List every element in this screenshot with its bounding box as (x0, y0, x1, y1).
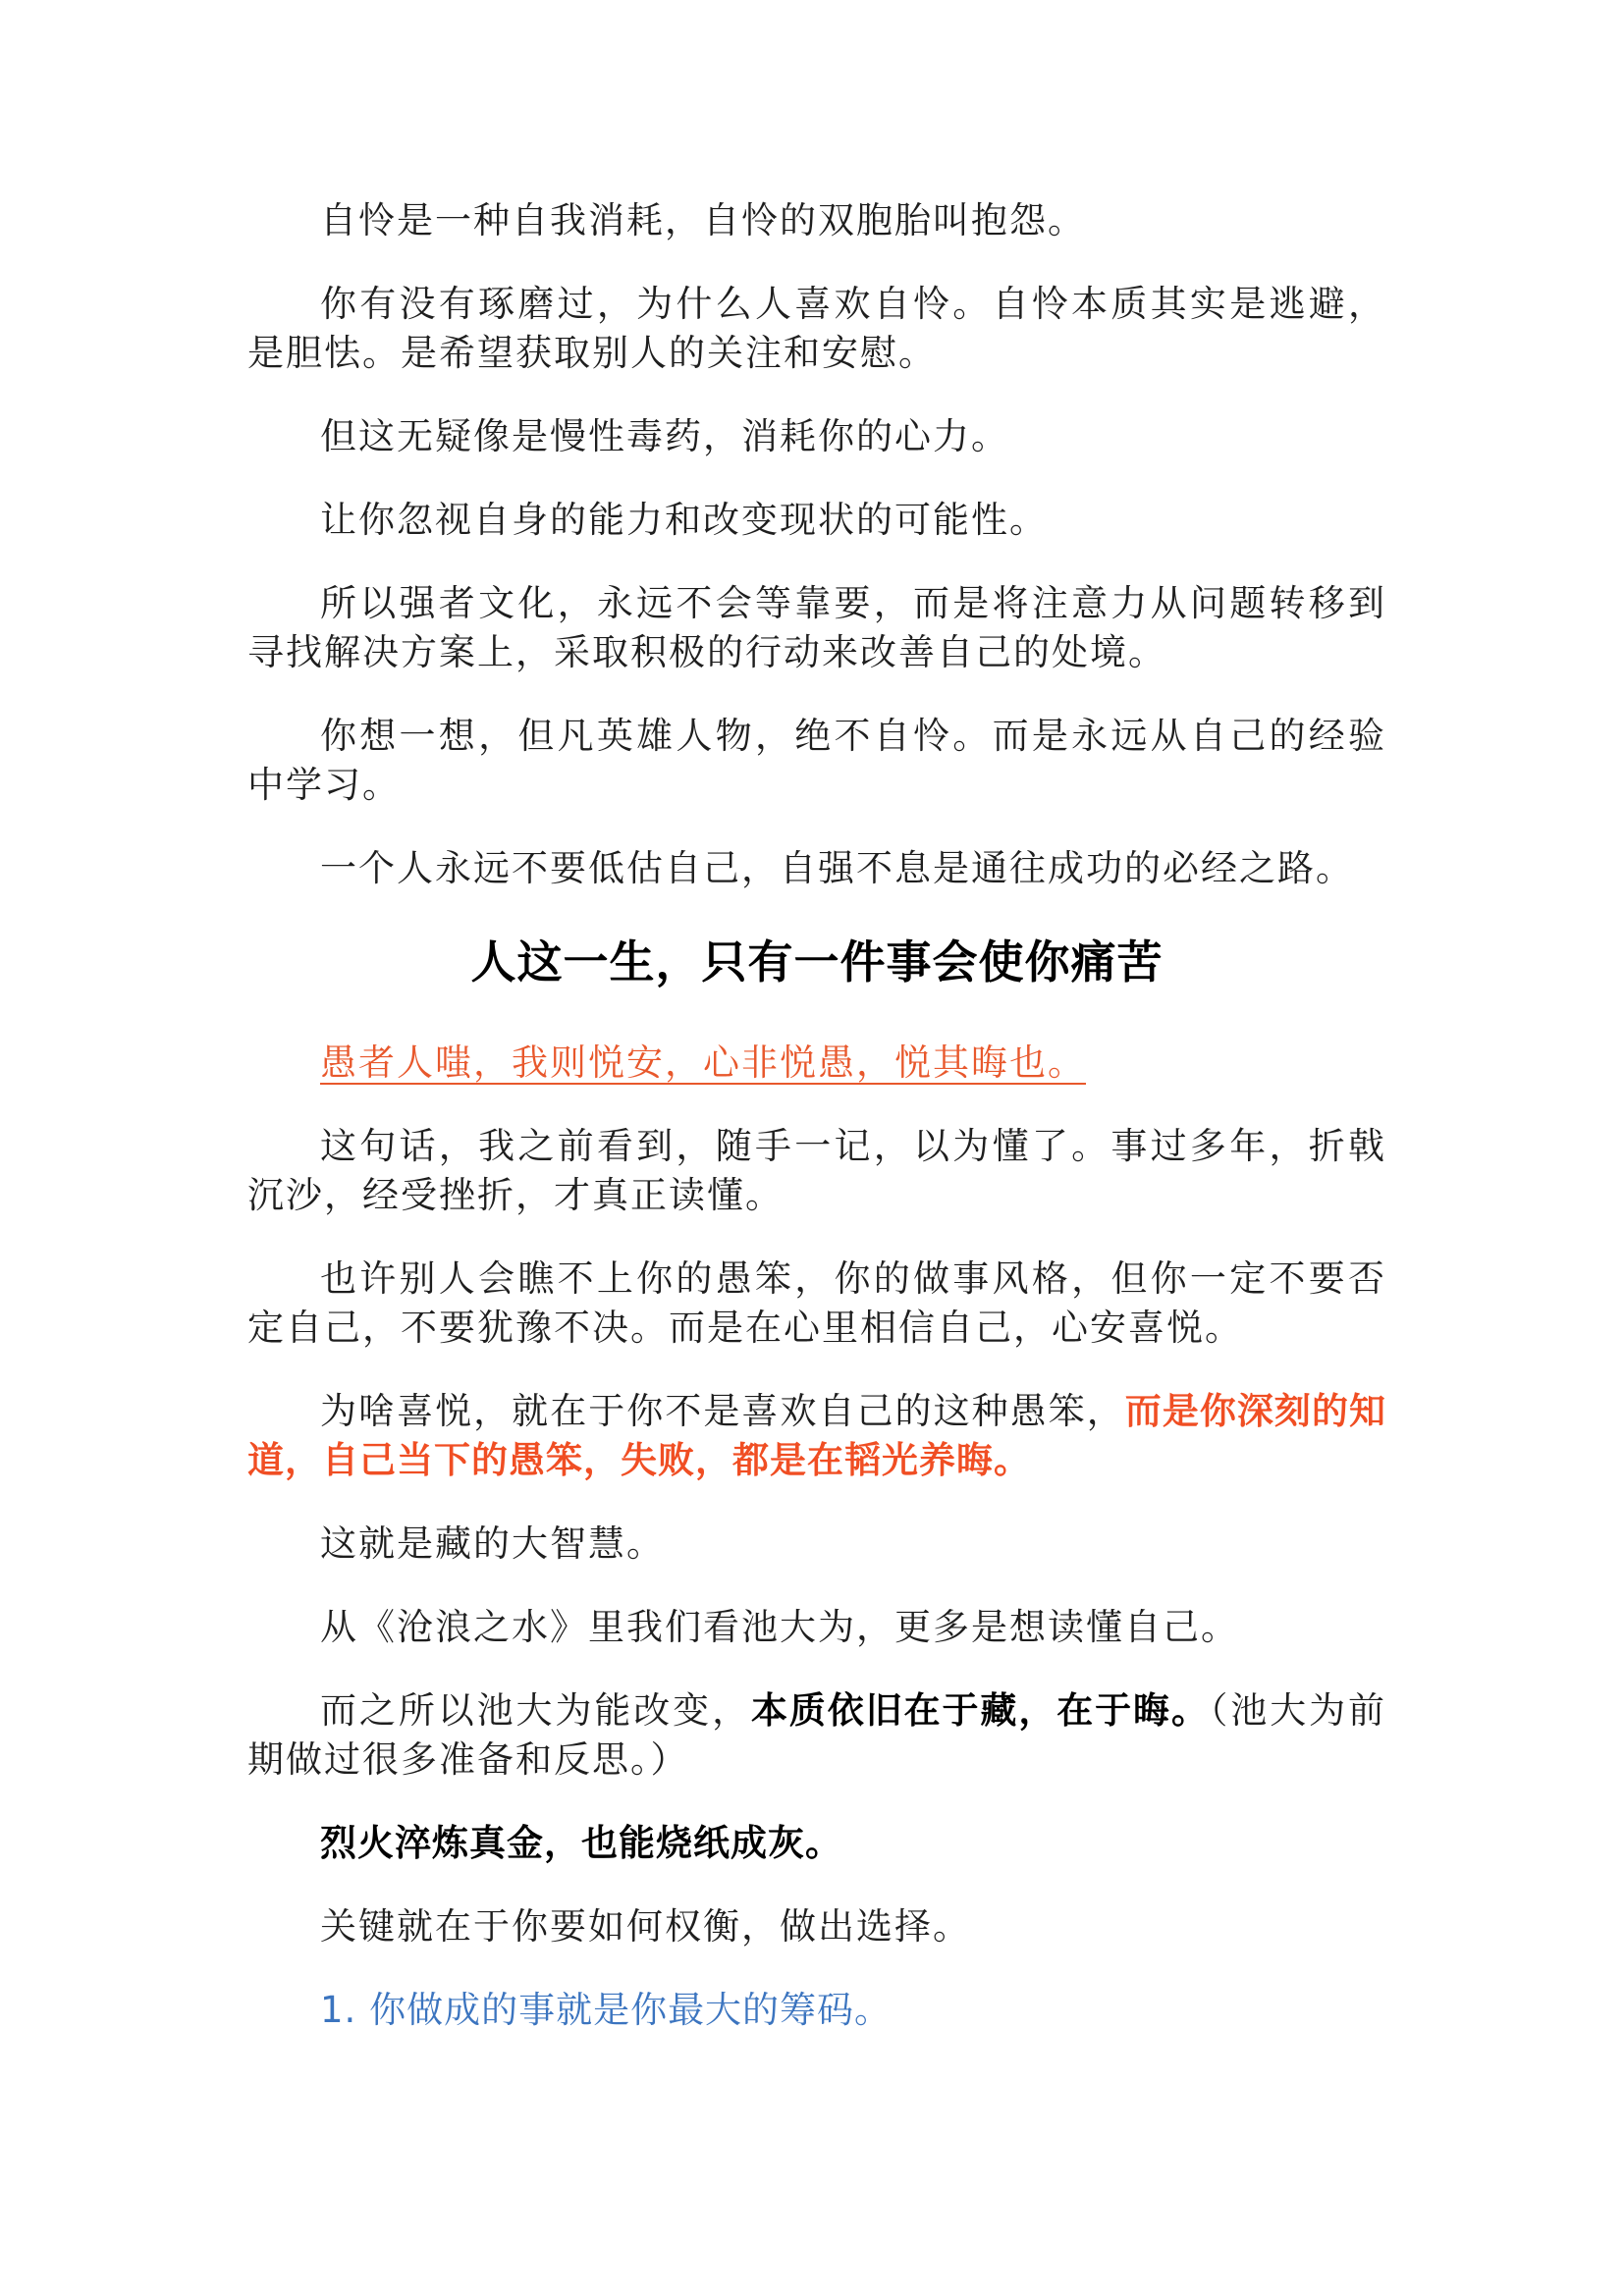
paragraph: 关键就在于你要如何权衡，做出选择。 (320, 1905, 971, 1948)
section-heading: 人这一生，只有一件事会使你痛苦 (470, 935, 1164, 988)
paragraph: 自怜是一种自我消耗，自怜的双胞胎叫抱怨。 (320, 199, 1086, 241)
paragraph: 一个人永远不要低估自己，自强不息是通往成功的必经之路。 (320, 847, 1354, 889)
bold-emphasis: 本质依旧在于藏，在于晦。 (750, 1689, 1210, 1732)
paragraph: 你想一想，但凡英雄人物，绝不自怜。而是永远从自己的经验中学习。 (247, 715, 1386, 806)
paragraph-note: （池大为前期做过很多准备和反思。） (247, 1689, 1387, 1781)
numbered-point (247, 1986, 1386, 2035)
paragraph: 也许别人会瞧不上你的愚笨，你的做事风格，但你一定不要否定自己，不要犹豫不决。而是在心里相信自己，心安喜悦。 (247, 1257, 1386, 1349)
paragraph: 你有没有琢磨过，为什么人喜欢自怜。自怜本质其实是逃避，是胆怯。是希望获取别人的关注和安慰。 (247, 283, 1386, 374)
quote-paragraph (247, 1039, 1386, 1088)
bold-paragraph (247, 1819, 1386, 1868)
paragraph: 这句话，我之前看到，随手一记，以为懂了。事过多年，折戟沉沙，经受挫折，才真正读懂。 (247, 1125, 1386, 1216)
paragraph: 所以强者文化，永远不会等靠要，而是将注意力从问题转移到寻找解决方案上，采取积极的行动来改善自己的处境。 (247, 582, 1386, 673)
bold-statement: 烈火淬炼真金，也能烧纸成灰。 (320, 1822, 842, 1864)
paragraph-text: 而之所以池大为能改变， (320, 1689, 751, 1732)
paragraph: 让你忽视自身的能力和改变现状的可能性。 (320, 499, 1048, 541)
classical-quote: 愚者人嗤，我则悦安，心非悦愚，悦其晦也。 (320, 1041, 1086, 1084)
numbered-point-text: 1. 你做成的事就是你最大的筹码。 (320, 1989, 893, 2031)
paragraph-with-emphasis (247, 1387, 1386, 1485)
paragraph-with-bold (247, 1686, 1386, 1785)
paragraph: 但这无疑像是慢性毒药，消耗你的心力。 (320, 415, 1009, 457)
document-body (247, 196, 1386, 2069)
red-emphasis: 而是你深刻的知道，自己当下的愚笨，失败，都是在韬光养晦。 (247, 1390, 1387, 1481)
paragraph-text: 为啥喜悦，就在于你不是喜欢自己的这种愚笨， (320, 1390, 1125, 1432)
paragraph: 这就是藏的大智慧。 (320, 1522, 665, 1565)
paragraph: 从《沧浪之水》里我们看池大为，更多是想读懂自己。 (320, 1606, 1239, 1648)
